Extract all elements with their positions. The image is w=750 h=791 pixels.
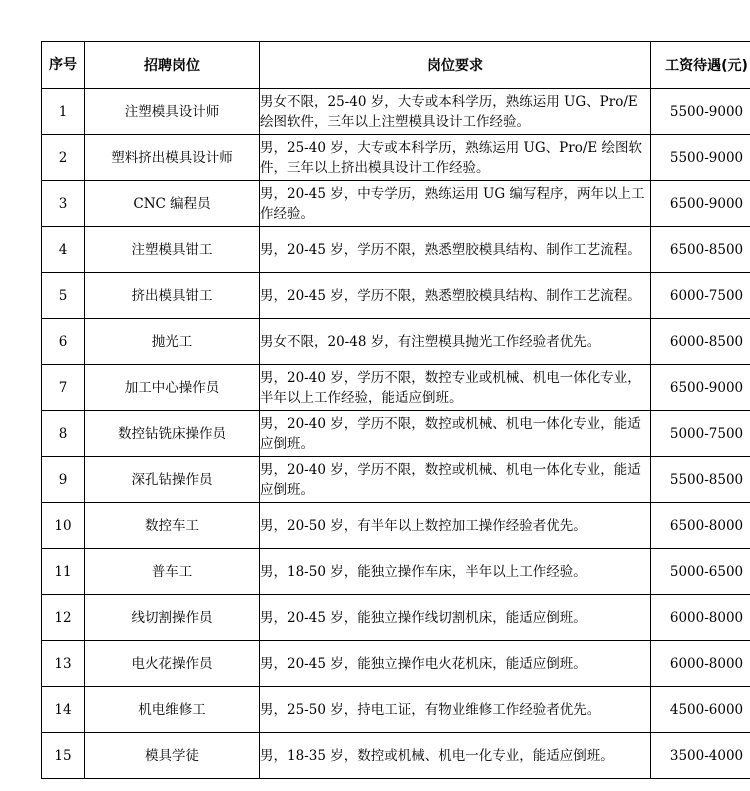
table-row: [42, 135, 750, 181]
row-requirements: 男，20-45 岁，能独立操作线切割机床，能适应倒班。: [260, 595, 651, 641]
row-position: 普车工: [85, 549, 260, 595]
table-row: [42, 503, 750, 549]
table-row: [42, 641, 750, 687]
table-row: [42, 457, 750, 503]
row-position: 塑料挤出模具设计师: [85, 135, 260, 181]
row-no: 4: [42, 227, 85, 273]
row-position: CNC 编程员: [85, 181, 260, 227]
table-row: [42, 411, 750, 457]
row-no: 3: [42, 181, 85, 227]
row-salary: 4500-6000: [651, 687, 750, 733]
row-salary: 6000-8000: [651, 641, 750, 687]
row-position: 抛光工: [85, 319, 260, 365]
row-requirements: 男，20-40 岁，学历不限，数控或机械、机电一体化专业，能适应倒班。: [260, 457, 651, 503]
row-requirements: 男，20-40 岁，学历不限，数控专业或机械、机电一体化专业，半年以上工作经验，能适应倒班。: [260, 365, 651, 411]
row-position: 电火花操作员: [85, 641, 260, 687]
row-position: 深孔钻操作员: [85, 457, 260, 503]
row-requirements: 男女不限，25-40 岁，大专或本科学历，熟练运用 UG、Pro/E 绘图软件，三年以上注塑模具设计工作经验。: [260, 89, 651, 135]
row-requirements: 男，18-50 岁，能独立操作车床，半年以上工作经验。: [260, 549, 651, 595]
row-position: 注塑模具设计师: [85, 89, 260, 135]
row-salary: 6500-8000: [651, 503, 750, 549]
row-no: 7: [42, 365, 85, 411]
row-no: 13: [42, 641, 85, 687]
row-no: 8: [42, 411, 85, 457]
row-requirements: 男，20-45 岁，学历不限，熟悉塑胶模具结构、制作工艺流程。: [260, 227, 651, 273]
row-salary: 5000-6500: [651, 549, 750, 595]
row-salary: 6000-8500: [651, 319, 750, 365]
row-salary: 6500-8500: [651, 227, 750, 273]
row-salary: 5500-8500: [651, 457, 750, 503]
row-no: 9: [42, 457, 85, 503]
row-no: 2: [42, 135, 85, 181]
row-salary: 6500-9000: [651, 181, 750, 227]
row-position: 线切割操作员: [85, 595, 260, 641]
row-no: 5: [42, 273, 85, 319]
header-row: [42, 42, 750, 89]
table-row: [42, 549, 750, 595]
header-requirements: 岗位要求: [260, 42, 651, 89]
table-row: [42, 595, 750, 641]
row-no: 11: [42, 549, 85, 595]
row-requirements: 男，20-40 岁，学历不限，数控或机械、机电一体化专业，能适应倒班。: [260, 411, 651, 457]
row-salary: 5000-7500: [651, 411, 750, 457]
table-row: [42, 365, 750, 411]
row-position: 挤出模具钳工: [85, 273, 260, 319]
row-requirements: 男，20-45 岁，学历不限，熟悉塑胶模具结构、制作工艺流程。: [260, 273, 651, 319]
row-salary: 5500-9000: [651, 135, 750, 181]
table-row: [42, 687, 750, 733]
row-requirements: 男，20-45 岁，能独立操作电火花机床，能适应倒班。: [260, 641, 651, 687]
row-salary: 6500-9000: [651, 365, 750, 411]
row-no: 6: [42, 319, 85, 365]
header-salary: 工资待遇(元): [651, 42, 750, 89]
row-no: 12: [42, 595, 85, 641]
row-requirements: 男，20-50 岁，有半年以上数控加工操作经验者优先。: [260, 503, 651, 549]
row-requirements: 男，25-40 岁，大专或本科学历，熟练运用 UG、Pro/E 绘图软件，三年以上挤出模具设计工作经验。: [260, 135, 651, 181]
row-position: 模具学徒: [85, 733, 260, 779]
row-position: 加工中心操作员: [85, 365, 260, 411]
row-position: 机电维修工: [85, 687, 260, 733]
row-no: 1: [42, 89, 85, 135]
table-row: [42, 181, 750, 227]
row-no: 14: [42, 687, 85, 733]
row-no: 10: [42, 503, 85, 549]
row-requirements: 男女不限，20-48 岁，有注塑模具抛光工作经验者优先。: [260, 319, 651, 365]
table-row: [42, 733, 750, 779]
row-salary: 3500-4000: [651, 733, 750, 779]
table-row: [42, 273, 750, 319]
row-requirements: 男，18-35 岁，数控或机械、机电一化专业，能适应倒班。: [260, 733, 651, 779]
row-position: 注塑模具钳工: [85, 227, 260, 273]
header-position: 招聘岗位: [85, 42, 260, 89]
table-row: [42, 319, 750, 365]
table-row: [42, 89, 750, 135]
header-no: 序号: [42, 42, 85, 89]
recruitment-table: [41, 41, 750, 779]
row-no: 15: [42, 733, 85, 779]
table-row: [42, 227, 750, 273]
row-requirements: 男，25-50 岁，持电工证，有物业维修工作经验者优先。: [260, 687, 651, 733]
row-requirements: 男，20-45 岁，中专学历，熟练运用 UG 编写程序，两年以上工作经验。: [260, 181, 651, 227]
row-position: 数控车工: [85, 503, 260, 549]
row-salary: 6000-7500: [651, 273, 750, 319]
row-position: 数控钻铣床操作员: [85, 411, 260, 457]
row-salary: 6000-8000: [651, 595, 750, 641]
row-salary: 5500-9000: [651, 89, 750, 135]
